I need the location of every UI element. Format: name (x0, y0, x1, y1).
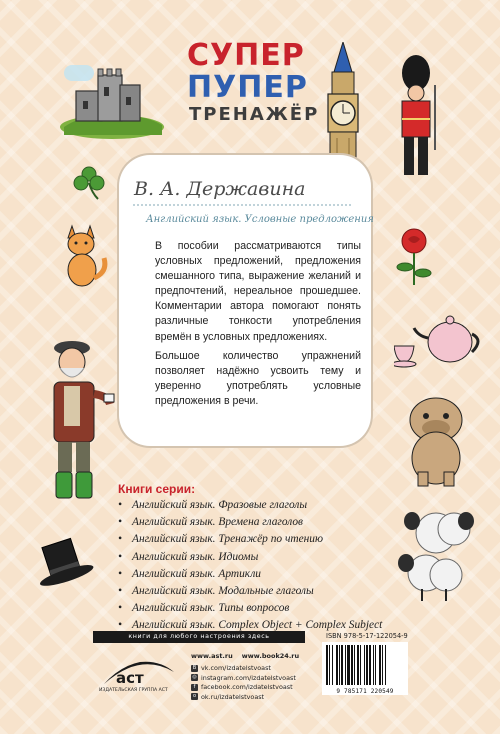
barcode-bar (332, 645, 333, 685)
castle-illustration (58, 55, 166, 143)
barcode-bar (357, 645, 359, 685)
series-item: • Английский язык. Типы вопросов (118, 602, 290, 615)
series-list (118, 497, 382, 635)
series-item: • Английский язык. Фразовые глаголы (118, 499, 308, 511)
barcode-bar (345, 645, 346, 685)
bulldog-illustration (398, 392, 476, 488)
ast-logo (100, 650, 176, 686)
series-item: • Английский язык. Модальные глаголы (118, 584, 314, 597)
description-paragraph-2: Большое количество упражнений позволяет надёжно усвоить тему и уверенно употреблять условные предложения в речи. (155, 350, 361, 408)
social-links (191, 664, 296, 702)
barcode-bar (347, 645, 350, 685)
top-hat-illustration (30, 536, 96, 592)
isbn-text: ISBN 978-5-17-122054-9 (326, 632, 408, 640)
series-item: • Английский язык. Тренажёр по чтению (118, 533, 324, 546)
old-man-illustration (36, 338, 120, 504)
social-ok[interactable]: о ok.ru/izdatelstvoast (192, 692, 265, 701)
facebook-icon: f (191, 684, 198, 691)
barcode-bar (329, 645, 330, 685)
royal-guard-illustration (390, 55, 442, 185)
vk-icon: В (192, 664, 197, 671)
series-item: • Английский язык. Идиомы (118, 550, 259, 563)
author-underline (133, 202, 353, 208)
barcode-bar (341, 645, 343, 685)
barcode-bar (373, 645, 374, 685)
ok-icon: о (192, 693, 197, 699)
clover-icon (70, 163, 108, 201)
social-facebook[interactable]: f facebook.com/izdatelstvoast (191, 683, 296, 693)
barcode (322, 642, 408, 688)
book-subject: Английский язык. Условные предложения (146, 214, 374, 225)
barcode-bar (369, 645, 371, 685)
barcode-bar (351, 645, 353, 685)
barcode-bar (379, 645, 381, 685)
series-item: • Английский язык. Complex Object + Complex Subject (118, 619, 383, 632)
series-heading: Книги серии: (118, 482, 196, 496)
barcode-bar (382, 645, 383, 685)
barcode-bar (336, 645, 338, 685)
social-instagram[interactable]: ◎ instagram.com/izdatelstvoast (192, 673, 296, 682)
barcode-bar (364, 645, 365, 685)
title-trenazher: ТРЕНАЖЁР (189, 104, 320, 125)
tagline-bar: книги для любого настроения здесь (93, 631, 305, 643)
barcode-bar (375, 645, 376, 685)
instagram-icon: ◎ (192, 674, 197, 680)
series-item: • Английский язык. Времена глаголов (118, 516, 303, 529)
barcode-bar (326, 645, 328, 685)
teapot-illustration (394, 310, 484, 368)
barcode-digits: 9 785171 220549 (322, 688, 408, 695)
cat-illustration (60, 220, 110, 288)
barcode-bar (339, 645, 340, 685)
publisher-name: ИЗДАТЕЛЬСКАЯ ГРУППА АСТ (99, 688, 168, 693)
description-paragraph-1: В пособии рассматриваются типы условных предложений, предложения смешанного типа, выражение желаний и предпочтений, нереальное прошедшее. Комментарии автора помогают понять различные тонкости употребления времён в условных предложениях. (155, 240, 361, 343)
barcode-bar (354, 645, 355, 685)
site-link[interactable]: www.ast.ru (191, 652, 233, 660)
barcode-bar (366, 645, 368, 685)
social-vk[interactable]: В vk.com/izdatelstvoast (192, 664, 271, 672)
ast-logo-text: аст (116, 669, 144, 686)
author-name: В. А. Державина (134, 178, 306, 200)
site-link[interactable]: www.book24.ru (241, 652, 300, 660)
rose-illustration (392, 225, 436, 287)
website-links (191, 652, 299, 660)
title-puper: ПУПЕР (187, 70, 308, 105)
barcode-bar (360, 645, 361, 685)
series-item: • Английский язык. Артикли (118, 567, 262, 580)
sheep-illustration (396, 503, 494, 603)
barcode-bar (385, 645, 386, 685)
title-super: СУПЕР (187, 38, 305, 73)
